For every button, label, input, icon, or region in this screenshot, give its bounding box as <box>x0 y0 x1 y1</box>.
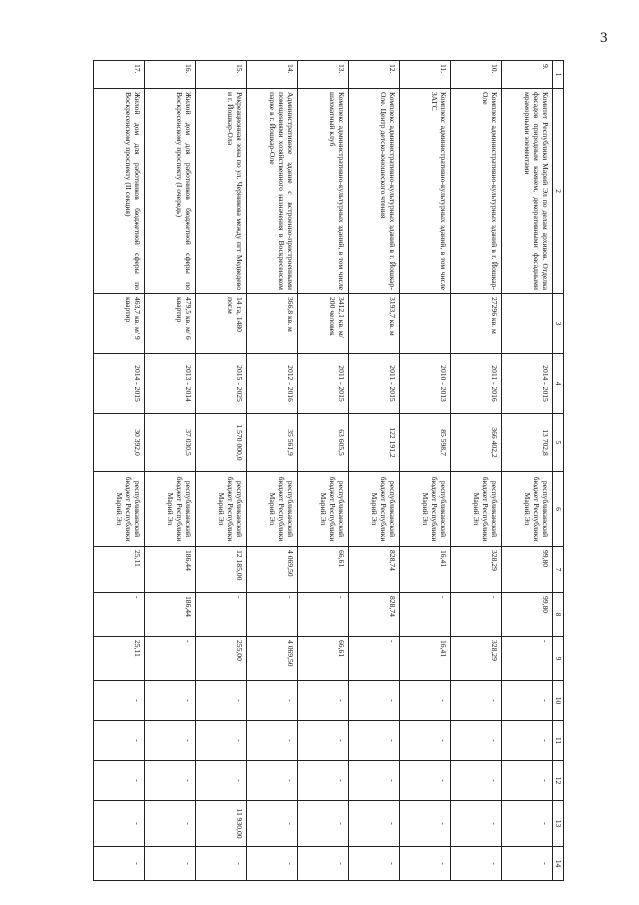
year-cell: - <box>298 721 349 761</box>
year-cell: 4 069,50 <box>247 637 298 681</box>
column-header: 8 <box>553 593 564 637</box>
total-cell: 328,29 <box>451 547 502 593</box>
row-number: 13. <box>298 61 349 89</box>
row-number: 15. <box>196 61 247 89</box>
year-cell: - <box>247 761 298 801</box>
table-row <box>94 61 145 881</box>
object-name: Комплекс административно-культурных зданий, в том числе ЗАГС <box>400 89 451 294</box>
total-cell: 66,61 <box>298 547 349 593</box>
year-cell: - <box>145 847 196 881</box>
page-number: 3 <box>600 30 608 46</box>
table-row <box>451 61 502 881</box>
row-number: 14. <box>247 61 298 89</box>
year-cell: - <box>400 761 451 801</box>
period: 2014 - 2015 <box>94 354 145 414</box>
year-cell: - <box>451 681 502 721</box>
year-cell: - <box>451 801 502 847</box>
funding-source: республиканский бюджет Республики Марий Эл <box>451 472 502 547</box>
table-row <box>400 61 451 881</box>
year-cell: - <box>349 637 400 681</box>
funding-source: республиканский бюджет Республики Марий Эл <box>349 472 400 547</box>
column-header: 14 <box>553 847 564 881</box>
period: 2012 - 2016 <box>247 354 298 414</box>
year-cell: - <box>196 847 247 881</box>
year-cell: 25,11 <box>94 637 145 681</box>
year-cell: - <box>145 761 196 801</box>
year-cell: - <box>94 721 145 761</box>
year-cell: - <box>451 593 502 637</box>
year-cell: - <box>298 681 349 721</box>
year-cell: - <box>400 721 451 761</box>
year-cell: - <box>247 801 298 847</box>
funding-source: республиканский бюджет Республики Марий Эл <box>247 472 298 547</box>
year-cell: - <box>502 681 553 721</box>
column-header: 6 <box>553 472 564 547</box>
year-cell: - <box>247 721 298 761</box>
year-cell: 16,41 <box>400 637 451 681</box>
year-cell: - <box>298 847 349 881</box>
year-cell: - <box>349 761 400 801</box>
year-cell: - <box>349 847 400 881</box>
estimated-cost: 122 191,2 <box>349 414 400 472</box>
capacity: 3412,1 кв. м/ 200 человек <box>298 294 349 354</box>
year-cell: - <box>400 681 451 721</box>
column-header: 3 <box>553 294 564 354</box>
total-cell: 12 185,00 <box>196 547 247 593</box>
year-cell: 66,61 <box>298 637 349 681</box>
year-cell: - <box>502 847 553 881</box>
capacity: 479,5 кв. м/ 6 квартир <box>145 294 196 354</box>
year-cell: - <box>502 721 553 761</box>
funding-source: республиканский бюджет Республики Марий Эл <box>298 472 349 547</box>
year-cell: 828,74 <box>349 593 400 637</box>
capacity: 14 га, 1480 пог.м <box>196 294 247 354</box>
year-cell: - <box>94 761 145 801</box>
year-cell: - <box>94 593 145 637</box>
year-cell: - <box>451 761 502 801</box>
column-header: 10 <box>553 681 564 721</box>
object-name: Административное здание с встроенно-пристроенными помещениями хозяйственного назначения в Воскресенском парке в г. Йошкар-Оле <box>247 89 298 294</box>
object-name: Комплекс административно-культурных зданий в г. Йошкар-Оле. Центр детско-юношеского чтения <box>349 89 400 294</box>
total-cell: 828,74 <box>349 547 400 593</box>
year-cell: - <box>502 637 553 681</box>
table-row <box>502 61 553 881</box>
year-cell: - <box>94 801 145 847</box>
period: 2011 - 2015 <box>298 354 349 414</box>
row-number: 17. <box>94 61 145 89</box>
year-cell: - <box>247 593 298 637</box>
funding-source: республиканский бюджет Республики Марий Эл <box>196 472 247 547</box>
funding-source: республиканский бюджет Республики Марий Эл <box>502 472 553 547</box>
total-cell: 4 069,50 <box>247 547 298 593</box>
column-header: 4 <box>553 354 564 414</box>
year-cell: - <box>94 681 145 721</box>
year-cell: - <box>349 721 400 761</box>
table-body <box>94 61 553 881</box>
rotated-table-container <box>114 60 564 880</box>
column-header: 5 <box>553 414 564 472</box>
year-cell: 11 930,00 <box>196 801 247 847</box>
table-row <box>247 61 298 881</box>
year-cell: - <box>451 721 502 761</box>
period: 2011 - 2015 <box>349 354 400 414</box>
estimated-cost: 85 598,7 <box>400 414 451 472</box>
capacity <box>502 294 553 354</box>
year-cell: - <box>349 801 400 847</box>
year-cell: - <box>247 847 298 881</box>
estimated-cost: 35 561,9 <box>247 414 298 472</box>
table-row <box>196 61 247 881</box>
year-cell: - <box>502 801 553 847</box>
year-cell: - <box>145 721 196 761</box>
year-cell: - <box>94 847 145 881</box>
table-row <box>298 61 349 881</box>
total-cell: 25,11 <box>94 547 145 593</box>
year-cell: - <box>196 681 247 721</box>
column-header: 12 <box>553 761 564 801</box>
capacity: 3193,7 кв. м <box>349 294 400 354</box>
object-name: Жилой дом для работников бюджетной сферы по Воскресенскому проспекту (II секция) <box>94 89 145 294</box>
estimated-cost: 1 570 000,0 <box>196 414 247 472</box>
year-cell: 255,00 <box>196 637 247 681</box>
period: 2010 - 2013 <box>400 354 451 414</box>
year-cell: 99,80 <box>502 593 553 637</box>
year-cell: - <box>247 681 298 721</box>
capacity <box>400 294 451 354</box>
row-number: 9. <box>502 61 553 89</box>
year-cell: - <box>145 681 196 721</box>
budget-table <box>93 60 564 881</box>
period: 2011 - 2016 <box>451 354 502 414</box>
estimated-cost: 13 702,8 <box>502 414 553 472</box>
year-cell: - <box>502 761 553 801</box>
row-number: 11. <box>400 61 451 89</box>
year-cell: - <box>298 801 349 847</box>
year-cell: - <box>196 761 247 801</box>
total-cell: 16,41 <box>400 547 451 593</box>
total-cell: 99,80 <box>502 547 553 593</box>
year-cell: - <box>400 593 451 637</box>
row-number: 10. <box>451 61 502 89</box>
object-name: Жилой дом для работников бюджетной сферы по Воскресенскому проспекту (I очередь) <box>145 89 196 294</box>
row-number: 12. <box>349 61 400 89</box>
year-cell: - <box>400 801 451 847</box>
estimated-cost: 30 392,0 <box>94 414 145 472</box>
year-cell: - <box>196 721 247 761</box>
capacity: 27296 кв. м <box>451 294 502 354</box>
year-cell: - <box>196 593 247 637</box>
year-cell: 328,29 <box>451 637 502 681</box>
capacity: 366,8 кв. м <box>247 294 298 354</box>
row-number: 16. <box>145 61 196 89</box>
funding-source: республиканский бюджет Республики Марий Эл <box>400 472 451 547</box>
period: 2014 - 2015 <box>502 354 553 414</box>
table-row <box>145 61 196 881</box>
table-row <box>349 61 400 881</box>
column-header: 7 <box>553 547 564 593</box>
object-name: Комплекс административно-культурных зданий в г. Йошкар-Оле <box>451 89 502 294</box>
column-header: 13 <box>553 801 564 847</box>
year-cell: - <box>298 761 349 801</box>
estimated-cost: 37 030,5 <box>145 414 196 472</box>
column-header: 9 <box>553 637 564 681</box>
funding-source: республиканский бюджет Республики Марий Эл <box>145 472 196 547</box>
column-header: 2 <box>553 89 564 294</box>
year-cell: - <box>145 801 196 847</box>
year-cell: - <box>349 681 400 721</box>
column-header: 11 <box>553 721 564 761</box>
period: 2013 - 2014 <box>145 354 196 414</box>
year-cell: - <box>451 847 502 881</box>
year-cell: - <box>400 847 451 881</box>
object-name: Рекреационная зона по ул. Черникова между пгт Медведево и г. Йошкар-Ола <box>196 89 247 294</box>
year-cell: - <box>298 593 349 637</box>
estimated-cost: 63 605,5 <box>298 414 349 472</box>
total-cell: 186,44 <box>145 547 196 593</box>
year-cell: - <box>145 637 196 681</box>
header-row <box>553 61 564 881</box>
funding-source: республиканский бюджет Республики Марий Эл <box>94 472 145 547</box>
object-name: Комплекс административно-культурных зданий, в том числе шахматный клуб <box>298 89 349 294</box>
capacity: 463,7 кв. м/ 9 квартир <box>94 294 145 354</box>
object-name: Комитет Республики Марий Эл по делам архивов. Отделка фасадов природным камнем, декоративными фасадными мраморными элементами <box>502 89 553 294</box>
estimated-cost: 366 402,2 <box>451 414 502 472</box>
period: 2015 - 2025 <box>196 354 247 414</box>
year-cell: 186,44 <box>145 593 196 637</box>
column-header: 1 <box>553 61 564 89</box>
